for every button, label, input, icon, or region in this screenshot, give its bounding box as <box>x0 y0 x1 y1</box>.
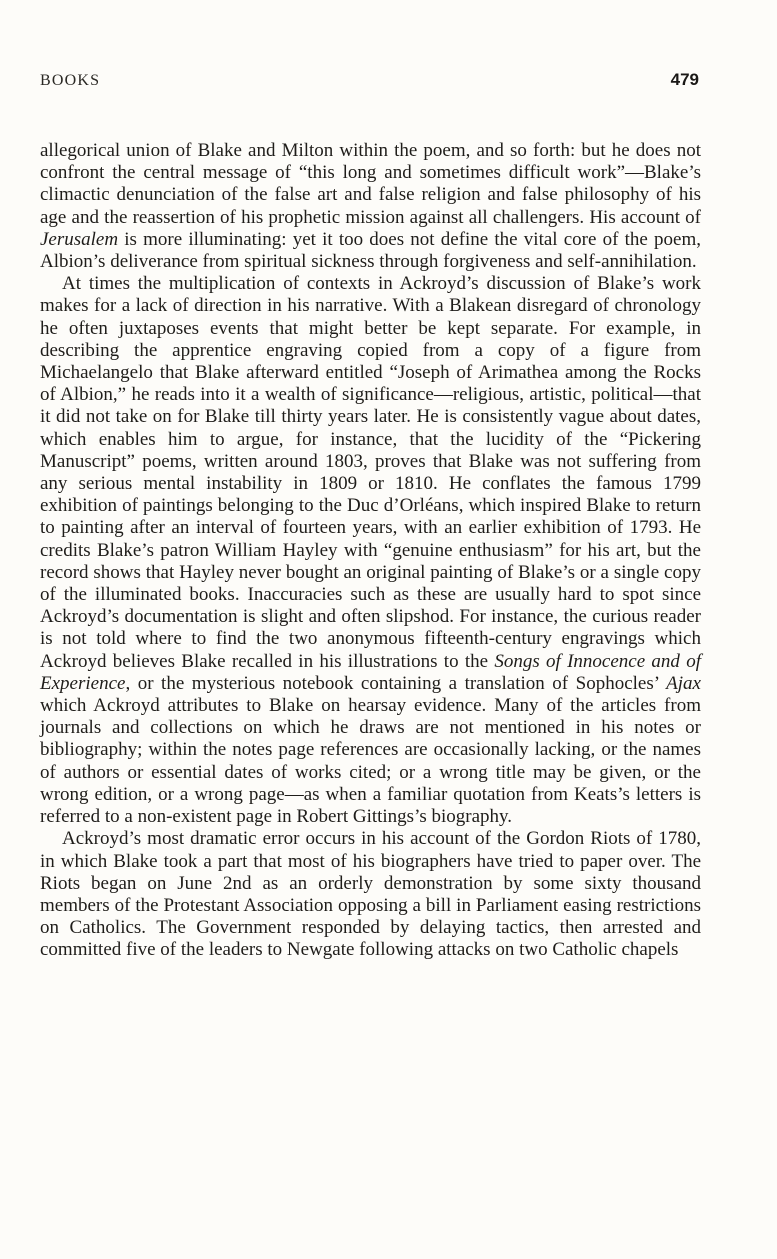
book-title-italic: Ajax <box>666 672 701 694</box>
section-title: BOOKS <box>40 72 101 89</box>
book-title-italic: Jerusalem <box>40 228 119 250</box>
page-number: 479 <box>670 70 699 89</box>
text-segment: which Ackroyd attributes to Blake on hearsay evidence. Many of the articles from journals and collections on which he draws are not mentioned in his notes or bibliography; within the notes page references are occasionally lacking, or the names of authors or essential dates of works cited; or a wrong title may be given, or the wrong edition, or a wrong page—as when a familiar quotation from Keats’s letters is referred to a non-existent page in Robert Gittings’s biography. <box>40 695 701 828</box>
text-segment: is more illuminating: yet it too does not define the vital core of the poem, Albion’s deliverance from spiritual sickness through forgiveness and self-annihilation. <box>40 228 701 273</box>
text-segment: Ackroyd’s most dramatic error occurs in his account of the Gordon Riots of 1780, in which Blake took a part that most of his biographers have tried to paper over. The Riots began on June 2nd as an orderly demonstration by some sixty thousand members of the Protestant Association opposing a bill in Parliament easing restrictions on Catholics. The Government responded by delaying tactics, then arrested and committed five of the leaders to Newgate following attacks on two Catholic chapels <box>40 828 701 961</box>
paragraph <box>40 828 701 961</box>
book-title-italic: Songs of Innocence and of Experience <box>40 650 701 694</box>
body-text <box>40 140 701 962</box>
text-segment: At times the multiplication of contexts in Ackroyd’s discussion of Blake’s work makes for a lack of direction in his narrative. With a Blakean disregard of chronology he often juxtaposes events that might better be kept separate. For example, in describing the apprentice engraving copied from a copy of a figure from Michaelangelo that Blake afterward entitled “Joseph of Arimathea among the Rocks of Albion,” he reads into it a wealth of significance—religious, artistic, political—that it did not take on for Blake till thirty years later. He is consistently vague about dates, which enables him to argue, for instance, that the lucidity of the “Pickering Manuscript” poems, written around 1803, proves that Blake was not suffering from any serious mental instability in 1809 or 1810. He conflates the famous 1799 exhibition of paintings belonging to the Duc d’Orléans, which inspired Blake to return to painting after an interval of fourteen years, with an earlier exhibition of 1793. He credits Blake’s patron William Hayley with “genuine enthusiasm” for his art, but the record shows that Hayley never bought an original painting of Blake’s or a single copy of the illuminated books. Inaccuracies such as these are usually hard to spot since Ackroyd’s documentation is slight and often slipshod. For instance, the curious reader is not told where to find the two anonymous fifteenth-century engravings which Ackroyd believes Blake recalled in his illustrations to the <box>40 273 701 672</box>
paragraph <box>40 273 701 828</box>
running-header <box>40 70 699 90</box>
paragraph <box>40 140 701 273</box>
text-segment: , or the mysterious notebook containing a translation of Sophocles’ <box>125 672 667 694</box>
text-segment: allegorical union of Blake and Milton within the poem, and so forth: but he does not confront the central message of “this long and sometimes difficult work”—Blake’s climactic denunciation of the false art and false religion and false philosophy of his age and the reassertion of his prophetic mission against all challengers. His account of <box>40 140 701 228</box>
